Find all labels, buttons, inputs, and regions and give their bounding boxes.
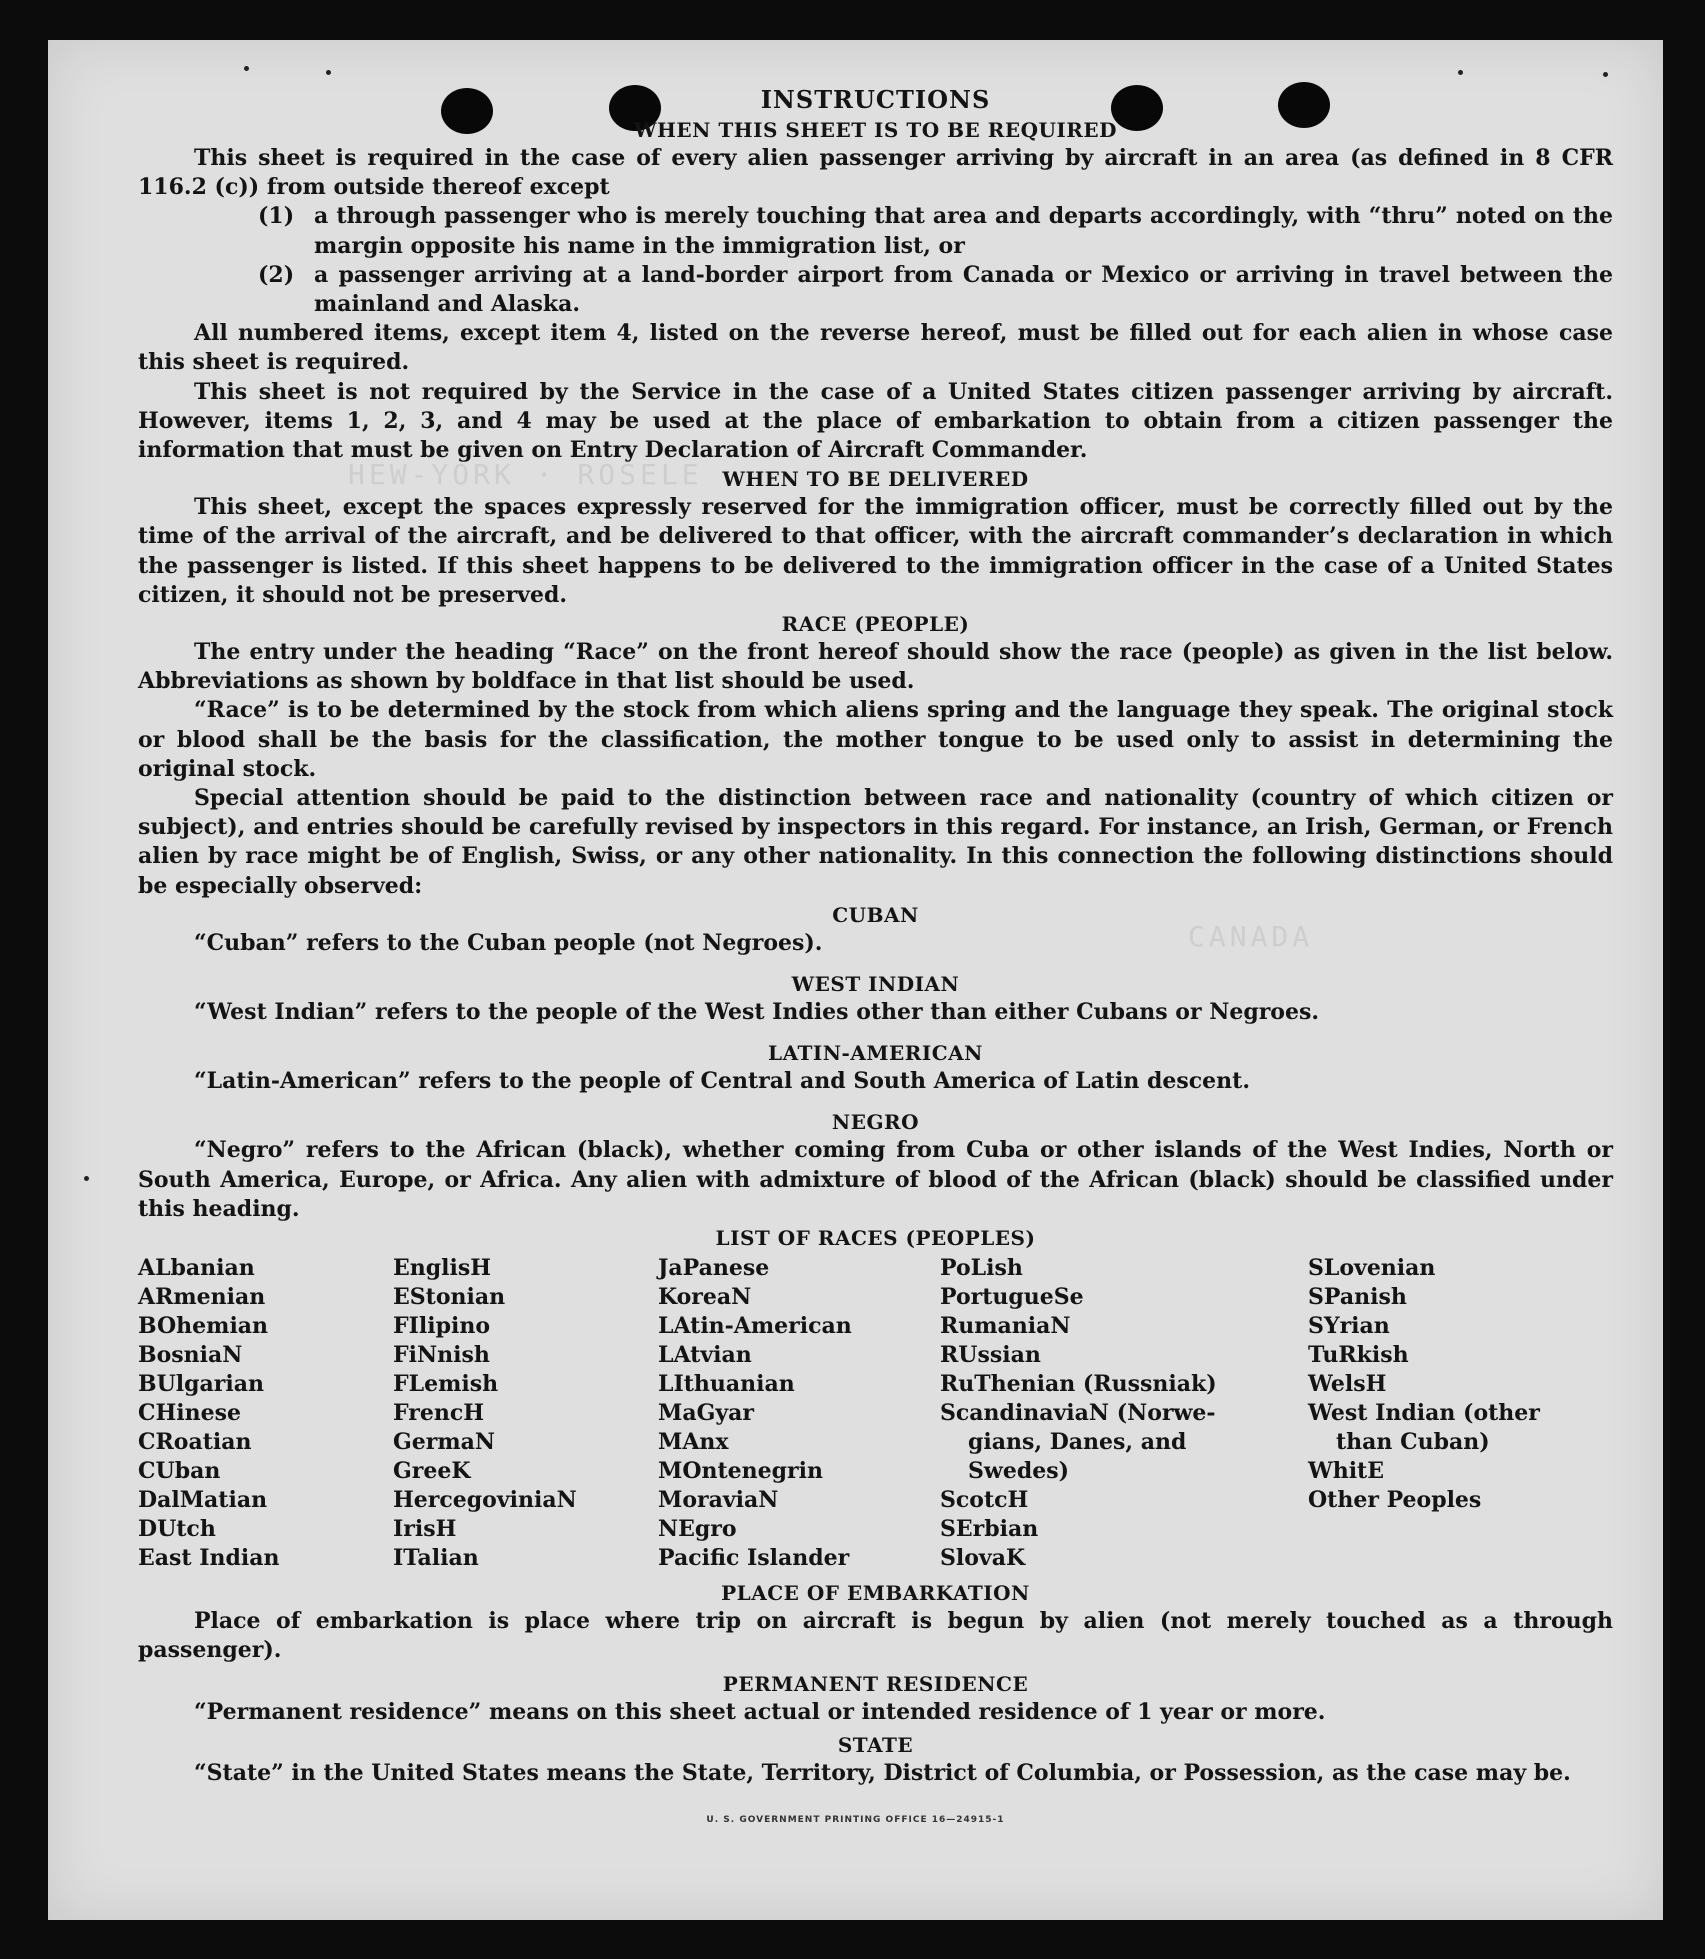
race-entry: GreeK [393, 1458, 471, 1485]
race-entry: WelsH [1308, 1371, 1387, 1398]
section-heading: STATE [837, 1732, 914, 1757]
item-text: a passenger arriving at a land-border airport from Canada or Mexico or arriving in travel between the mainland and Alaska. [314, 261, 1613, 318]
race-column [658, 1254, 940, 1573]
race-entry: FrencH [393, 1400, 484, 1427]
race-column [1308, 1254, 1568, 1573]
race-entry: ALbanian [138, 1255, 255, 1282]
bleed-through-text: HEW-YORK · ROSELE [348, 458, 703, 491]
paragraph: Special attention should be paid to the distinction between race and nationality (country of which citizen or subject), and entries should be carefully revised by inspectors in this regard. For instance, an Irish, German, or French alien by race might be of English, Swiss, or any other nationality. In this connection the following distinctions should be especially observed: [138, 785, 1613, 899]
race-entry: ScotcH [940, 1487, 1029, 1514]
page-title: INSTRUCTIONS [760, 85, 991, 114]
race-entry: gians, Danes, and [968, 1429, 1187, 1456]
paragraph: “State” in the United States means the State, Territory, District of Columbia, or Possession, as the case may be. [194, 1759, 1571, 1786]
instructions-body [138, 84, 1613, 1788]
definition: “Latin-American” refers to the people of Central and South America of Latin descent. [194, 1068, 1250, 1095]
race-entry: EnglisH [393, 1255, 492, 1282]
race-entry: SPanish [1308, 1284, 1407, 1311]
race-column [393, 1254, 658, 1573]
document-sheet [48, 40, 1663, 1920]
paragraph: Place of embarkation is place where trip on aircraft is begun by alien (not merely touched as a through passenger). [138, 1608, 1613, 1664]
exception-list [258, 202, 1613, 319]
race-entry: LIthuanian [658, 1371, 795, 1398]
dust-speck [326, 70, 331, 75]
race-entry: CHinese [138, 1400, 242, 1427]
race-entry: Swedes) [968, 1458, 1069, 1485]
list-item [258, 202, 1613, 260]
section-heading: LIST OF RACES (PEOPLES) [715, 1226, 1036, 1251]
race-entry: GermaN [393, 1429, 496, 1456]
race-entry: FIlipino [393, 1313, 491, 1340]
race-entry: SlovaK [940, 1545, 1026, 1572]
dust-speck [1458, 70, 1463, 75]
section-heading: LATIN-AMERICAN [768, 1041, 983, 1066]
bleed-through-text: CANADA [1188, 920, 1314, 953]
race-entry: BOhemian [138, 1313, 269, 1340]
race-list [138, 1254, 1613, 1573]
race-entry: SLovenian [1308, 1255, 1436, 1282]
section-heading: PLACE OF EMBARKATION [721, 1581, 1030, 1606]
paragraph: All numbered items, except item 4, listed on the reverse hereof, must be filled out for each alien in whose case this sheet is required. [138, 320, 1613, 376]
section-heading: CUBAN [832, 902, 919, 927]
race-entry: NEgro [658, 1516, 737, 1543]
section-heading: WHEN THIS SHEET IS TO BE REQUIRED [634, 118, 1117, 142]
dust-speck [244, 66, 249, 71]
race-entry: MOntenegrin [658, 1458, 823, 1485]
paragraph: This sheet is not required by the Service in the case of a United States citizen passenger arriving by aircraft. However, items 1, 2, 3, and 4 may be used at the place of embarkation to obtain from a citizen passenger the information that must be given on Entry Declaration of Aircraft Commander. [138, 378, 1613, 464]
race-entry: IrisH [393, 1516, 457, 1543]
dust-speck [84, 1176, 89, 1181]
paragraph: This sheet, except the spaces expressly reserved for the immigration officer, must be correctly filled out by the time of the arrival of the aircraft, and be delivered to that officer, with the aircraft commander’s declaration in which the passenger is listed. If this sheet happens to be delivered to the immigration officer in the case of a United States citizen, it should not be preserved. [138, 494, 1613, 608]
race-entry: ITalian [393, 1545, 479, 1572]
race-entry: DUtch [138, 1516, 216, 1543]
section-heading: NEGRO [831, 1110, 920, 1135]
race-entry: Pacific Islander [658, 1545, 850, 1572]
item-number: (1) [258, 203, 295, 230]
race-entry: than Cuban) [1336, 1429, 1490, 1456]
item-number: (2) [258, 261, 295, 288]
paragraph: This sheet is required in the case of every alien passenger arriving by aircraft in an area (as defined in 8 CFR 116.2 (c)) from outside thereof except [138, 145, 1613, 201]
race-entry: JaPanese [658, 1255, 770, 1282]
race-entry: PoLish [940, 1255, 1023, 1282]
race-entry: FLemish [393, 1371, 499, 1398]
definition: “Cuban” refers to the Cuban people (not Negroes). [194, 929, 823, 956]
paragraph: “Permanent residence” means on this sheet actual or intended residence of 1 year or more. [194, 1698, 1326, 1725]
race-entry: RuThenian (Russniak) [940, 1371, 1217, 1398]
race-entry: BosniaN [138, 1342, 243, 1369]
race-entry: West Indian (other [1308, 1400, 1540, 1427]
race-entry: ARmenian [138, 1284, 266, 1311]
race-entry: Other Peoples [1308, 1487, 1482, 1514]
section-heading: RACE (PEOPLE) [781, 612, 970, 637]
race-entry: MAnx [658, 1429, 729, 1456]
race-entry: MoraviaN [658, 1487, 779, 1514]
race-entry: LAtvian [658, 1342, 752, 1369]
race-entry: SErbian [940, 1516, 1039, 1543]
race-entry: TuRkish [1308, 1342, 1409, 1369]
race-entry: RUssian [940, 1342, 1041, 1369]
race-entry: ScandinaviaN (Norwe- [940, 1400, 1216, 1427]
definition: “Negro” refers to the African (black), whether coming from Cuba or other islands of the West Indies, North or South America, Europe, or Africa. Any alien with admixture of blood of the African (black) should be classified under this heading. [138, 1137, 1613, 1222]
section-heading: WEST INDIAN [791, 972, 960, 997]
race-entry: BUlgarian [138, 1371, 264, 1398]
section-heading: PERMANENT RESIDENCE [722, 1671, 1029, 1696]
race-entry: WhitE [1308, 1458, 1384, 1485]
race-entry: DalMatian [138, 1487, 268, 1514]
race-entry: CRoatian [138, 1429, 252, 1456]
race-entry: CUban [138, 1458, 221, 1485]
printer-imprint: U. S. GOVERNMENT PRINTING OFFICE 16—24915-1 [706, 1815, 1005, 1825]
race-entry: EStonian [393, 1284, 506, 1311]
section-heading: WHEN TO BE DELIVERED [722, 467, 1029, 492]
race-entry: KoreaN [658, 1284, 752, 1311]
race-entry: SYrian [1308, 1313, 1390, 1340]
item-text: a through passenger who is merely touching that area and departs accordingly, with “thru” noted on the margin opposite his name in the immigration list, or [314, 203, 1613, 259]
race-entry: East Indian [138, 1545, 280, 1572]
race-entry: RumaniaN [940, 1313, 1071, 1340]
paragraph: The entry under the heading “Race” on the front hereof should show the race (people) as given in the list below. Abbreviations as shown by boldface in that list should be used. [138, 639, 1613, 695]
paragraph: “Race” is to be determined by the stock from which aliens spring and the language they speak. The original stock or blood shall be the basis for the classification, the mother tongue to be used only to assist in determining the original stock. [138, 697, 1613, 782]
dust-speck [1603, 72, 1608, 77]
race-column [138, 1254, 393, 1573]
list-item [258, 261, 1613, 319]
race-entry: MaGyar [658, 1400, 755, 1427]
race-column [940, 1254, 1308, 1573]
definition: “West Indian” refers to the people of the West Indies other than either Cubans or Negroes. [194, 999, 1320, 1026]
race-entry: HercegoviniaN [393, 1487, 577, 1514]
race-entry: FiNnish [393, 1342, 490, 1369]
race-entry: LAtin-American [658, 1313, 852, 1340]
race-entry: PortugueSe [940, 1284, 1084, 1311]
